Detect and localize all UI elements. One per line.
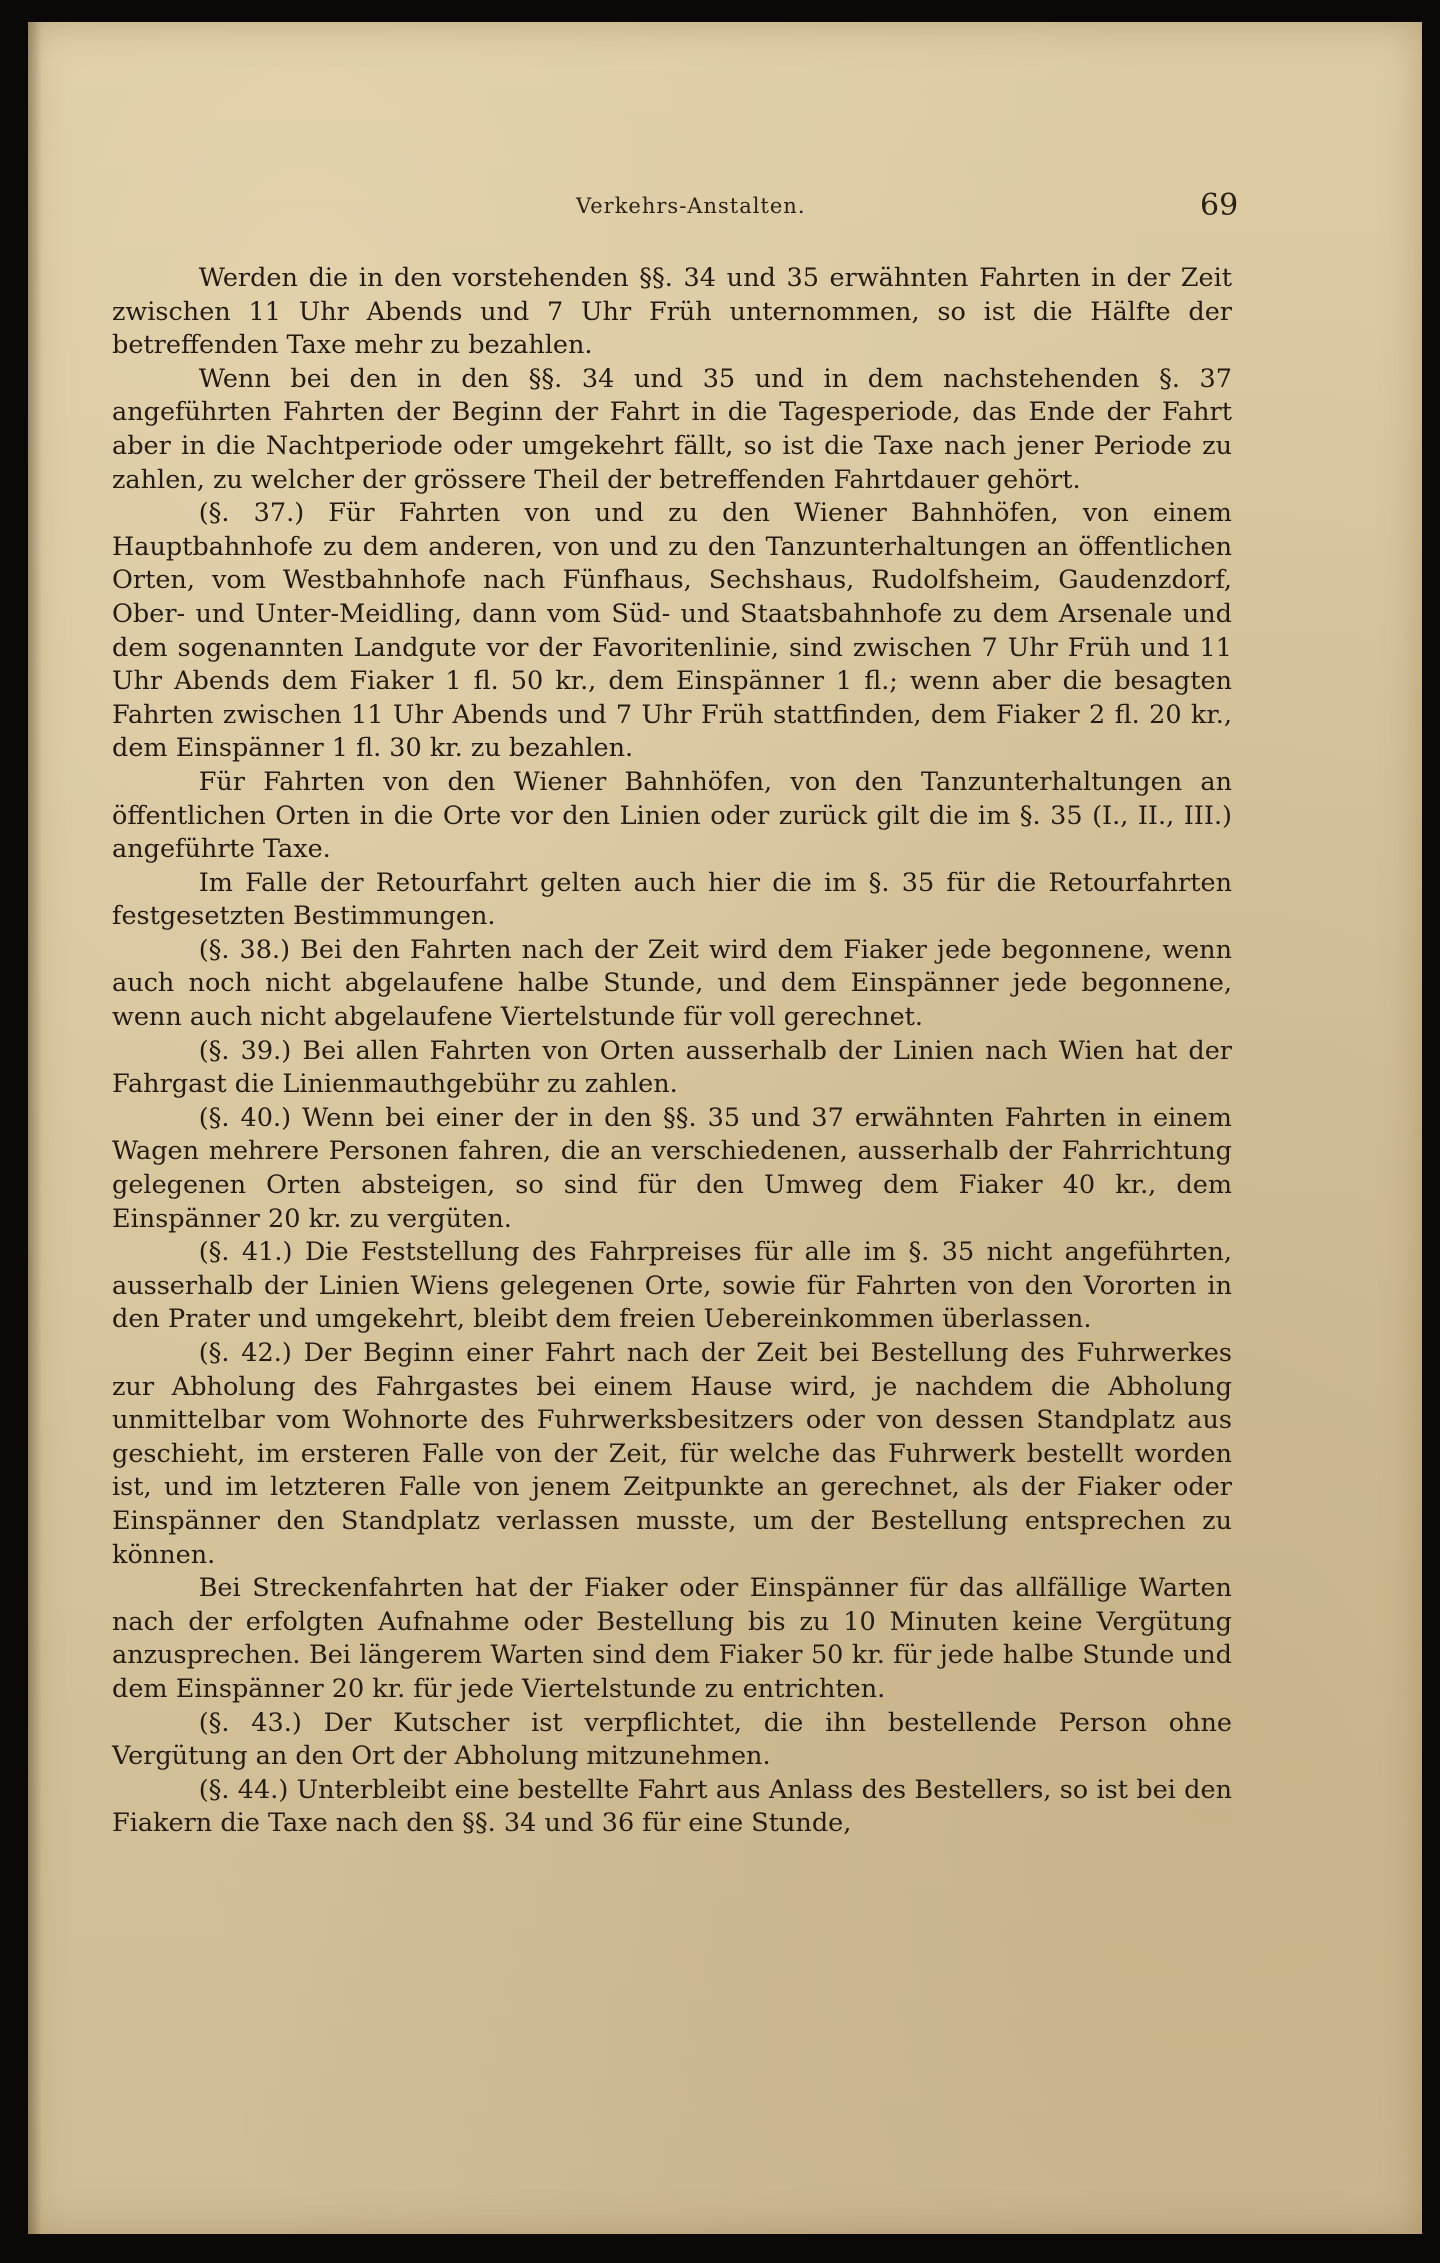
book-page bbox=[28, 22, 1422, 2234]
body-text bbox=[112, 262, 1232, 1841]
paragraph-section-38: (§. 38.) Bei den Fahrten nach der Zeit wird dem Fiaker jede begonnene, wenn auch noch nicht abgelaufene halbe Stunde, und dem Einspänner jede begonnene, wenn auch nicht abgelaufene Viertelstunde für voll gerechnet. bbox=[112, 934, 1232, 1033]
paragraph-bahnhoefe-linien: Für Fahrten von den Wiener Bahnhöfen, von den Tanzunterhaltungen an öffentlichen Orten in die Orte vor den Linien oder zurück gilt die im §. 35 (I., II., III.) angeführte Taxe. bbox=[112, 766, 1232, 865]
paragraph-section-40: (§. 40.) Wenn bei einer der in den §§. 35 und 37 erwähnten Fahrten in einem Wagen mehrere Personen fahren, die an verschiedenen, ausserhalb der Fahrrichtung gelegenen Orten absteigen, so sind für den Umweg dem Fiaker 40 kr., dem Einspänner 20 kr. zu vergüten. bbox=[112, 1102, 1232, 1234]
paragraph-section-43: (§. 43.) Der Kutscher ist verpflichtet, die ihn bestellende Person ohne Vergütung an den Ort der Abholung mitzunehmen. bbox=[112, 1707, 1232, 1772]
paragraph-streckenfahrten: Bei Streckenfahrten hat der Fiaker oder Einspänner für das allfällige Warten nach der erfolgten Aufnahme oder Bestellung bis zu 10 Minuten keine Vergütung anzusprechen. Bei längerem Warten sind dem Fiaker 50 kr. für jede halbe Stunde und dem Einspänner 20 kr. für jede Viertelstunde zu entrichten. bbox=[112, 1573, 1232, 1704]
paragraph-section-42: (§. 42.) Der Beginn einer Fahrt nach der Zeit bei Bestellung des Fuhrwerkes zur Abholung des Fahrgastes bei einem Hause wird, je nachdem die Abholung unmittelbar vom Wohnorte des Fuhrwerksbesitzers oder von dessen Standplatz aus geschieht, im ersteren Falle von der Zeit, für welche das Fuhrwerk bestellt worden ist, und im letzteren Falle von jenem Zeitpunkte an gerechnet, als der Fiaker oder Einspänner den Standplatz verlassen musste, um der Bestellung entsprechen zu können. bbox=[112, 1338, 1232, 1570]
paragraph-section-39: (§. 39.) Bei allen Fahrten von Orten ausserhalb der Linien nach Wien hat der Fahrgast die Linienmauthgebühr zu zahlen. bbox=[112, 1035, 1232, 1100]
page-shadow-edge bbox=[28, 22, 42, 2234]
page-number: 69 bbox=[1200, 188, 1239, 223]
paragraph-section-37: (§. 37.) Für Fahrten von und zu den Wiener Bahnhöfen, von einem Hauptbahnhofe zu dem anderen, von und zu den Tanzunterhaltungen an öffentlichen Orten, vom Westbahnhofe nach Fünfhaus, Sechshaus, Rudolfsheim, Gaudenzdorf, Ober- und Unter-Meidling, dann vom Süd- und Staatsbahnhofe zu dem Arsenale und dem sogenannten Landgute vor der Favoritenlinie, sind zwischen 7 Uhr Früh und 11 Uhr Abends dem Fiaker 1 fl. 50 kr., dem Einspänner 1 fl.; wenn aber die besagten Fahrten zwischen 11 Uhr Abends und 7 Uhr Früh stattfinden, dem Fiaker 2 fl. 20 kr., dem Einspänner 1 fl. 30 kr. zu bezahlen. bbox=[112, 498, 1232, 764]
running-head: Verkehrs-Anstalten. bbox=[576, 194, 806, 218]
paragraph-retourfahrt: Im Falle der Retourfahrt gelten auch hier die im §. 35 für die Retourfahrten festgesetzten Bestimmungen. bbox=[112, 867, 1232, 932]
paragraph-tages-nachtperiode: Wenn bei den in den §§. 34 und 35 und in dem nachstehenden §. 37 angeführten Fahrten der Beginn der Fahrt in die Tagesperiode, das Ende der Fahrt aber in die Nachtperiode oder umgekehrt fällt, so ist die Taxe nach jener Periode zu zahlen, zu welcher der grössere Theil der betreffenden Fahrtdauer gehört. bbox=[112, 363, 1232, 495]
page-header bbox=[28, 170, 1422, 223]
paragraph-hälfte-taxe: Werden die in den vorstehenden §§. 34 und 35 erwähnten Fahrten in der Zeit zwischen 11 Uhr Abends und 7 Uhr Früh unternommen, so ist die Hälfte der betreffenden Taxe mehr zu bezahlen. bbox=[112, 263, 1232, 361]
paragraph-section-44: (§. 44.) Unterbleibt eine bestellte Fahrt aus Anlass des Bestellers, so ist bei den Fiakern die Taxe nach den §§. 34 und 36 für eine Stunde, bbox=[112, 1774, 1232, 1839]
paragraph-section-41: (§. 41.) Die Feststellung des Fahrpreises für alle im §. 35 nicht angeführten, ausserhalb der Linien Wiens gelegenen Orte, sowie für Fahrten von den Vororten in den Prater und umgekehrt, bleibt dem freien Uebereinkommen überlassen. bbox=[112, 1237, 1232, 1335]
